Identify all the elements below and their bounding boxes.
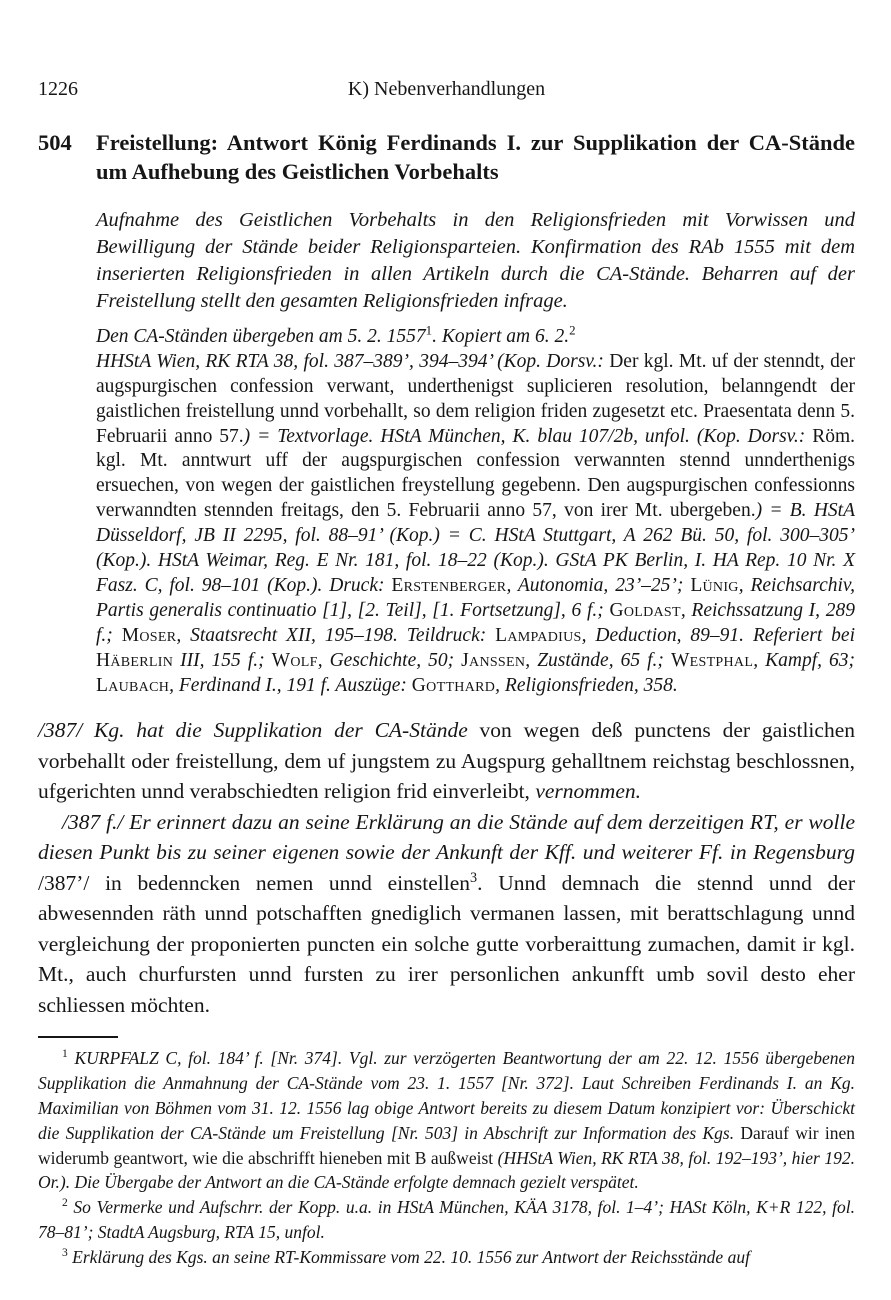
entry-summary: Aufnahme des Geistlichen Vorbehalts in den Religionsfrieden mit Vorwissen und Bewilligung der Stände beider Religionsparteien. Konfirmation des RAb 1555 mit dem inserierten Religionsfrieden in allen Artikeln durch die CA-Stände. Beharren auf der Freistellung stellt den gesamten Religionsfrieden infrage. <box>96 208 855 312</box>
entry-title: Freistellung: Antwort König Ferdinands I. zur Supplikation der CA-Stände um Aufhebung des Geistlichen Vorbehalts <box>96 130 855 185</box>
footnote-3: $^3$ Erklärung des Kgs. an seine RT-Kommissare vom 22. 10. 1556 zur Antwort der Reichsstände auf <box>62 1246 750 1267</box>
entry-head-block <box>96 207 855 699</box>
body-paragraph-2: /387 f./ Er erinnert dazu an seine Erklärung an die Stände auf dem derzeitigen RT, er wolle diesen Punkt bis zu seiner eigenen sowie der Ankunft der Kff. und weiterer Ff. in Regensburg /387’/ in bedenncken nemen unnd einstellen$^3$. Unnd demnach die stennd unnd der abwesennden räth unnd potschafften gnediglich vermanen lassen, mit berattschlagung unnd vergleichung der proponierten puncten ein solche gutte vorberaittung zumachen, damit ir kgl. Mt., auch churfursten unnd fursten zu irer personlichen ankunfft umb sovil desto eher schliessen möchten. <box>38 809 855 1017</box>
footnote-2: $^2$ So Vermerke und Aufschrr. der Kopp. u.a. in HStA München, KÄA 3178, fol. 1–4’; HASt Köln, K+R 122, fol. 78–81’; StadtA Augsburg, RTA 15, unfol. <box>38 1197 855 1243</box>
entry-title-row <box>38 128 855 187</box>
entry-provenance: Den CA-Ständen übergeben am 5. 2. 1557$^1$. Kopiert am 6. 2.$^2$ HHStA Wien, RK RTA 38, fol. 387–389’, 394–394’ (Kop. Dorsv.: Der kgl. Mt. uf der stenndt, der augspurgischen confession verwant, underthenigst suplicieren resolution, belanngendt der gaistlichen freistellung unnd vorbehallt, so dem religion friden zugesetzt etc. Praesentata denn 5. Februarii anno 57.) = Textvorlage. HStA München, K. blau 107/2b, unfol. (Kop. Dorsv.: Röm. kgl. Mt. anntwurt uff der augspurgischen confession verwannten stennd unnderthenigs ersuechen, von wegen der gaistlichen freystellung gegebenn. Den augspurgischen confessionns verwanndten stennden freitags, den 5. Februarii anno 57, von irer Mt. ubergeben.) = B. HStA Düsseldorf, JB II 2295, fol. 88–91’ (Kop.) = C. HStA Stuttgart, A 262 Bü. 50, fol. 300–305’ (Kop.). HStA Weimar, Reg. E Nr. 181, fol. 18–22 (Kop.). GStA PK Berlin, I. HA Rep. 10 Nr. X Fasz. C, fol. 98–101 (Kop.). Druck: Erstenberger, Autonomia, 23’–25’; Lünig, Reichsarchiv, Partis generalis continuatio [1], [2. Teil], [1. Fortsetzung], 6 f.; Goldast, Reichssatzung I, 289 f.; Moser, Staatsrecht XII, 195–198. Teildruck: Lampadius, Deduction, 89–91. Referiert bei Häberlin III, 155 f.; Wolf, Geschichte, 50; Janssen, Zustände, 65 f.; Westphal, Kampf, 63; Laubach, Ferdinand I., 191 f. Auszüge: Gotthard, Religionsfrieden, 358. <box>96 323 855 697</box>
footnote-separator <box>38 1036 118 1038</box>
body-paragraph-1: /387/ Kg. hat die Supplikation der CA-Stände von wegen deß punctens der gaistlichen vorbehallt oder freistellung, dem uf jungstem zu Augspurg gehalltnem reichstag beschlossnen, ufgerichten unnd verabschiedten religion frid einverleibt, vernommen. <box>38 717 855 804</box>
running-title: K) Nebenverhandlungen <box>347 78 546 100</box>
footnote-1: $^1$ KURPFALZ C, fol. 184’ f. [Nr. 374]. Vgl. zur verzögerten Beantwortung der am 22. 12. 1556 übergebenen Supplikation die Anmahnung der CA-Stände vom 23. 1. 1557 [Nr. 372]. Laut Schreiben Ferdinands I. an Kg. Maximilian von Böhmen vom 31. 12. 1556 lag obige Antwort bereits zu diesem Datum konzipiert vor: Überschickt die Supplikation der CA-Stände um Freistellung [Nr. 503] in Abschrift zur Information des Kgs. Darauf wir inen widerumb geantwort, wie die abschrifft hieneben mit B außweist (HHStA Wien, RK RTA 38, fol. 192–193’, hier 192. Or.). Die Übergabe der Antwort an die CA-Stände erfolgte demnach gezielt verspätet. <box>38 1048 855 1193</box>
page-number: 1226 <box>38 78 78 100</box>
page-header <box>38 78 855 104</box>
entry-number: 504 <box>38 130 72 155</box>
